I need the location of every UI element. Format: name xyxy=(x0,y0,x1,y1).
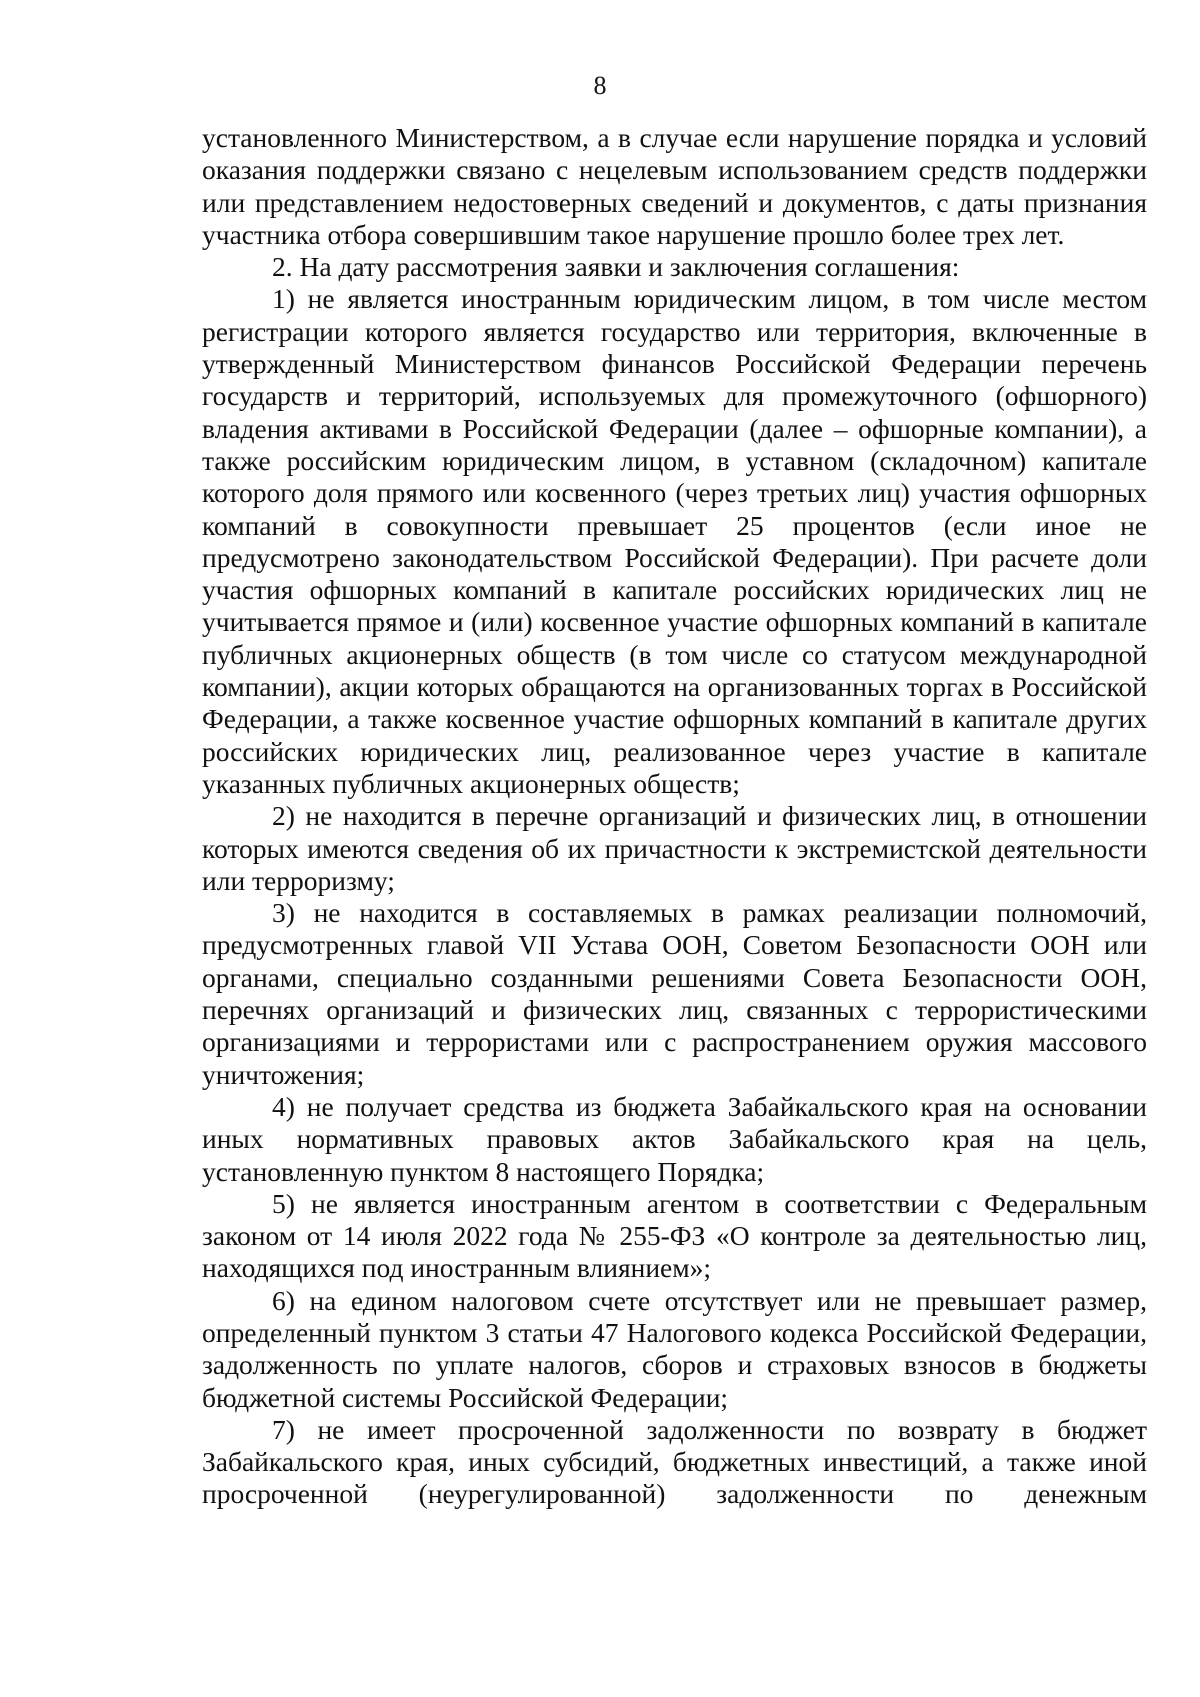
paragraph-item-5: 5) не является иностранным агентом в соответствии с Федеральным законом от 14 июля 2022 года № 255-ФЗ «О контроле за деятельностью лиц, находящихся под иностранным влиянием»; xyxy=(202,1187,1147,1284)
page-number: 8 xyxy=(593,71,607,100)
paragraph-item-3: 3) не находится в составляемых в рамках реализации полномочий, предусмотренных главой VII Устава ООН, Советом Безопасности ООН или органами, специально созданными решениями Совета Безопасности ООН, перечнях организаций и физических лиц, связанных с террористическими организациями и террористами или с распространением оружия массового уничтожения; xyxy=(202,897,1147,1090)
paragraph-item-1: 1) не является иностранным юридическим лицом, в том числе местом регистрации которого является государство или территория, включенные в утвержденный Министерством финансов Российской Федерации перечень государств и территорий, используемых для промежуточного (офшорного) владения активами в Российской Федерации (далее – офшорные компании), а также российским юридическим лицом, в уставном (складочном) капитале которого доля прямого или косвенного (через третьих лиц) участия офшорных компаний в совокупности превышает 25 процентов (если иное не предусмотрено законодательством Российской Федерации). При расчете доли участия офшорных компаний в капитале российских юридических лиц не учитывается прямое и (или) косвенное участие офшорных компаний в капитале публичных акционерных обществ (в том числе со статусом международной компании), акции которых обращаются на организованных торгах в Российской Федерации, а также косвенное участие офшорных компаний в капитале других российских юридических лиц, реализованное через участие в капитале указанных публичных акционерных обществ; xyxy=(202,283,1147,799)
paragraph-item-6: 6) на едином налоговом счете отсутствует или не превышает размер, определенный пунктом 3 статьи 47 Налогового кодекса Российской Федерации, задолженность по уплате налогов, сборов и страховых взносов в бюджеты бюджетной системы Российской Федерации; xyxy=(202,1284,1147,1413)
paragraph-item-4: 4) не получает средства из бюджета Забайкальского края на основании иных нормативных правовых актов Забайкальского края на цель, установленную пунктом 8 настоящего Порядка; xyxy=(202,1090,1147,1187)
paragraph-item-2: 2) не находится в перечне организаций и физических лиц, в отношении которых имеются сведения об их причастности к экстремистской деятельности или терроризму; xyxy=(202,800,1147,896)
paragraph-clause-2: 2. На дату рассмотрения заявки и заключения соглашения: xyxy=(272,251,960,283)
paragraph-continuation: установленного Министерством, а в случае если нарушение порядка и условий оказания поддержки связано с нецелевым использованием средств поддержки или представлением недостоверных сведений и документов, с даты признания участника отбора совершившим такое нарушение прошло более трех лет. xyxy=(202,122,1147,250)
document-body xyxy=(202,122,1147,1511)
paragraph-item-7: 7) не имеет просроченной задолженности по возврату в бюджет Забайкальского края, иных субсидий, бюджетных инвестиций, а также иной просроченной (неурегулированной) задолженности по денежным xyxy=(202,1413,1147,1510)
